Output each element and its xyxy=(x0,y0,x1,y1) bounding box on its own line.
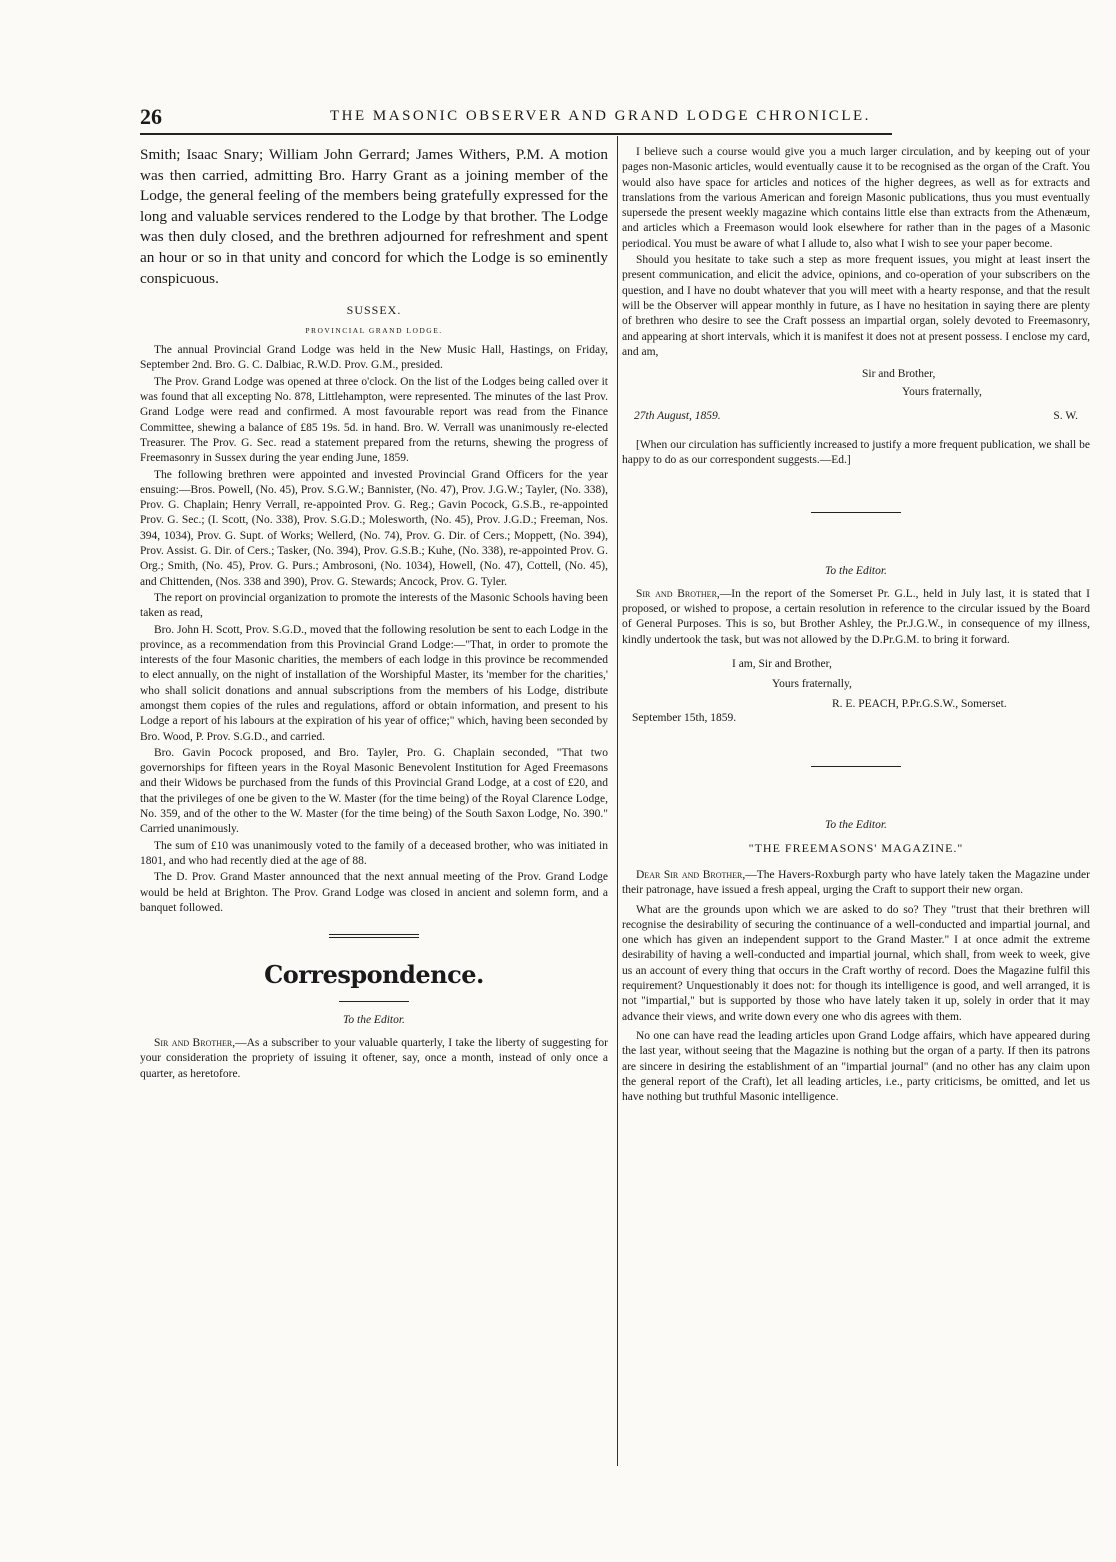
correspondence-title: Correspondence. xyxy=(264,960,484,990)
letter-salutation: Dear Sir and Brother, xyxy=(636,868,746,881)
editor-note: [When our circulation has sufficiently increased to justify a more frequent publication, we shall be happy to do as our correspondent suggests.—Ed.] xyxy=(622,439,1090,467)
article-paragraph: Bro. Gavin Pocock proposed, and Bro. Tayler, Pro. G. Chaplain seconded, "That two governorships for fifteen years in the Royal Masonic Benevolent Institution for Aged Freemasons and their Widows be purchased from the funds of this Provincial Grand Lodge, at a cost of £20, and that the privileges of one be given to the W. Master (for the time being) of the Royal Clarence Lodge, No. 359, and of the other to the W. Master (for the time being) of the South Saxon Lodge, No. 390." Carried unanimously. xyxy=(140,746,608,836)
letter-title: "THE FREEMASONS' MAGAZINE." xyxy=(748,840,964,855)
letter-paragraph: What are the grounds upon which we are asked to do so? They "trust that their brethren will recognise the desirability of securing the continuance of a well-conducted and impartial journal, and one which has given an independent support to the Grand Master." I at once admit the extreme desirability of having a well-conducted and impartial journal, which shall, from week to week, give us an account of every thing that occurs in the Craft worthy of record. Does the Magazine fulfil this requirement? Unquestionably it does not: for though its intelligence is good, and well arranged, it is not "impartial," but is supported by those who have lately taken it up, solely in order that it may advance their views, and write down every one who dis agrees with them. xyxy=(622,903,1090,1023)
letter-date: 27th August, 1859. xyxy=(634,410,721,423)
letter-signature: S. W. xyxy=(1053,410,1078,423)
article-paragraph: The annual Provincial Grand Lodge was held in the New Music Hall, Hastings, on Friday, September 2nd. Bro. G. C. Dalbiac, R.W.D. Prov. G.M., presided. xyxy=(140,344,608,372)
to-the-editor: To the Editor. xyxy=(343,1014,405,1027)
letter-salutation: Sir and Brother, xyxy=(154,1037,236,1050)
subheading-provincial-grand-lodge: PROVINCIAL GRAND LODGE. xyxy=(305,326,443,336)
letter-body: —The Havers-Roxburgh party who have lately taken the Magazine under their patronage, have issued a fresh appeal, urging the Craft to support their new organ. xyxy=(622,868,1090,897)
letter-body: —As a subscriber to your valuable quarterly, I take the liberty of suggesting for your consideration the propriety of issuing it oftener, say, once a month, instead of only once a quarter, as heretofore. xyxy=(140,1037,608,1080)
letter-paragraph xyxy=(622,587,1090,648)
to-the-editor: To the Editor. xyxy=(825,818,887,831)
short-rule xyxy=(811,766,901,767)
page-number: 26 xyxy=(140,104,162,129)
short-rule xyxy=(811,512,901,513)
opening-paragraph: Smith; Isaac Snary; William John Gerrard; James Withers, P.M. A motion was then carried, admitting Bro. Harry Grant as a joining member of the Lodge, the general feeling of the members being gratefully expressed for the long and valuable services rendered to the Lodge by that brother. The Lodge was then duly closed, and the brethren adjourned for refreshment and spent an hour or so in that unity and concord for which the Lodge is so eminently conspicuous. xyxy=(140,146,608,287)
date-signature-line xyxy=(622,410,1090,422)
article-paragraph: The Prov. Grand Lodge was opened at three o'clock. On the list of the Lodges being called over it was found that all excepting No. 878, Littlehampton, were represented. The minutes of the last Prov. Grand Lodge were read and confirmed. A most favourable report was read from the Finance Committee, shewing a balance of £85 19s. 5d. in hand. Bro. W. Verrall was unanimously re-elected Treasurer. The Prov. G. Sec. read a statement prepared from the returns, shewing the progress of Freemasonry in Sussex during the year ending June, 1859. xyxy=(140,375,608,465)
section-divider xyxy=(329,934,419,938)
left-column xyxy=(140,145,608,1083)
letter-paragraph: Should you hesitate to take such a step as more frequent issues, you might at least insert the present communication, and elicit the advice, opinions, and co-operation of your subscribers on the question, and I have no doubt whatever that you will meet with a hearty response, and that the result will be the Observer will appear monthly in future, as I have no hesitation in saying there are plenty of brethren who desire to see the Craft possess an impartial organ, solely devoted to Freemasonry, and appearing at short intervals, which it is manifest it does not at present possess. I enclose my card, and am, xyxy=(622,254,1090,358)
letter-salutation: Sir and Brother, xyxy=(636,587,720,600)
letter-paragraph xyxy=(140,1036,608,1082)
article-paragraph: Bro. John H. Scott, Prov. S.G.D., moved that the following resolution be sent to each Lodge in the province, as a recommendation from this Provincial Grand Lodge:—"That, in order to promote the interests of the four Masonic charities, the members of each lodge in this province be recommended to elect annually, on the night of installation of the Worshipful Master, its 'member for the charities,' who shall solicit donations and annual subscriptions from the members of his Lodge, distribute amongst them copies of the rules and regulations, afford or obtain information, and present to his Lodge a report of his labours at the expiration of his year of office;" which, having been seconded by Bro. Wood, P. Prov. S.G.D., and carried. xyxy=(140,623,608,743)
letter-body: —In the report of the Somerset Pr. G.L., held in July last, it is stated that I proposed, or wished to propose, a certain resolution in reference to the circular issued by the Board of General Purposes. This is so, but Brother Ashley, the Pr.J.G.W., in consequence of my illness, kindly undertook the task, but was not allowed by the D.Pr.G.M. to bring it forward. xyxy=(622,587,1090,646)
letter-paragraph: I believe such a course would give you a much larger circulation, and by keeping out of your pages non-Masonic articles, would eventually cause it to be recognised as the organ of the Craft. You would also have space for articles and notices of the higher degrees, as well as for extracts and translations from the various American and foreign Masonic publications, thus you must eventually supersede the present weekly magazine which contains little else than extracts from the Athenæum, and articles which a Freemason would look elsewhere for rather than in the pages of a Masonic periodical. You must be aware of what I allude to, also what I wish to see your paper become. xyxy=(622,146,1090,250)
running-head: THE MASONIC OBSERVER AND GRAND LODGE CHRONICLE. xyxy=(330,108,871,124)
article-paragraph: The D. Prov. Grand Master announced that the next annual meeting of the Prov. Grand Lodge would be held at Brighton. The Prov. Grand Lodge was closed in ancient and solemn form, and a banquet followed. xyxy=(140,871,608,914)
article-paragraph: The sum of £10 was unanimously voted to the family of a deceased brother, who was initiated in 1801, and who had recently died at the age of 88. xyxy=(140,839,608,867)
to-the-editor: To the Editor. xyxy=(825,564,887,577)
section-heading-sussex: SUSSEX. xyxy=(346,303,402,318)
letter-paragraph: No one can have read the leading articles upon Grand Lodge affairs, which have appeared during the last year, without seeing that the Magazine is nothing but the organ of a party. If then its patrons are sincere in desiring the establishment of an "impartial journal" (and no other has any claim upon the general report of the Craft), let all leading articles, i.e., party criticisms, be omitted, and let us have nothing but truthful Masonic intelligence. xyxy=(622,1029,1090,1104)
right-column xyxy=(622,145,1090,1106)
letter-closing: Sir and Brother, xyxy=(862,368,936,381)
top-rule xyxy=(140,133,892,135)
article-paragraph: The report on provincial organization to promote the interests of the Masonic Schools having been taken as read, xyxy=(140,591,608,620)
short-rule xyxy=(339,1001,409,1002)
letter-closing: Yours fraternally, xyxy=(772,677,852,690)
letter-signature: R. E. PEACH, P.Pr.G.S.W., Somerset. xyxy=(832,697,1007,710)
article-paragraph: The following brethren were appointed and invested Provincial Grand Officers for the year ensuing:—Bros. Powell, (No. 45), Prov. S.G.W.; Bannister, (No. 47), Prov. J.G.W.; Tayler, (No. 338), Prov. G. Chaplain; Henry Verrall, re-appointed Prov. G. Reg.; Gavin Pocock, G.S.B., re-appointed Prov. G. Sec.; (I. Scott, (No. 338), Prov. S.G.D.; Molesworth, (No. 45), Prov. J.G.D.; Freeman, Nos. 394, 1034), Prov. G. Supt. of Works; Wellerd, (No. 74), Prov. G. Dir. of Cers.; Moppett, (No. 394), Prov. Assist. G. Dir. of Cers.; Tasker, (No. 394), Prov. G.S.B.; Kuhe, (No. 338), re-appointed Prov. G. Org.; Smith, (No. 45), Prov. G. Purs.; Ambrosoni, (No. 1034), Howell, (No. 47), Cottell, (No. 45), and Chittenden, (Nos. 338 and 390), Prov. G. Stewards; Ancock, Prov. G. Tyler. xyxy=(140,468,608,588)
letter-closing: Yours fraternally, xyxy=(902,386,982,399)
letter-paragraph xyxy=(622,868,1090,899)
column-divider xyxy=(617,136,618,1466)
letter-date: September 15th, 1859. xyxy=(632,711,737,724)
letter-closing: I am, Sir and Brother, xyxy=(732,657,832,670)
